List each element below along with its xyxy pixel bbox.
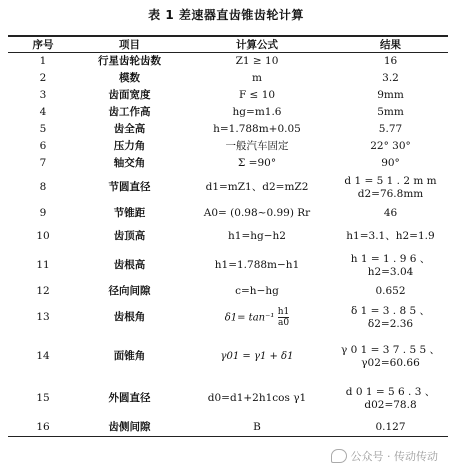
row-no: 1 <box>39 54 47 67</box>
row-result: 5mm <box>377 105 404 118</box>
table-row <box>8 53 448 70</box>
row-no: 11 <box>36 259 50 271</box>
row-no: 8 <box>39 181 47 193</box>
row-item: 节锥距 <box>113 207 146 219</box>
row-result: 22° 30° <box>370 139 411 152</box>
table-row <box>8 335 448 379</box>
table-row <box>8 224 448 250</box>
row-item: 面锥角 <box>113 350 146 362</box>
row-no: 9 <box>39 207 47 219</box>
calculation-table <box>8 35 448 437</box>
table-row <box>8 250 448 282</box>
table-row <box>8 121 448 138</box>
row-no: 12 <box>36 284 50 297</box>
table-row <box>8 70 448 87</box>
header-result: 结果 <box>380 39 401 51</box>
result-line-2: γ02=60.66 <box>361 356 420 369</box>
result-line-2: d2=76.8mm <box>357 187 424 200</box>
row-no: 15 <box>36 392 50 404</box>
table-row <box>8 282 448 301</box>
row-formula: Σ =90° <box>237 156 277 169</box>
row-result: 90° <box>381 156 400 169</box>
watermark-text: 公众号 · 传动传动 <box>350 450 438 463</box>
result-line-1: d 1 = 5 1 . 2 m m <box>344 174 437 187</box>
row-no: 5 <box>39 122 47 135</box>
formula-text: δ1= tan⁻¹ <box>224 312 275 324</box>
row-item: 齿面宽度 <box>108 88 151 101</box>
row-no: 10 <box>36 230 50 242</box>
row-no: 16 <box>36 420 50 433</box>
row-item: 齿侧间隙 <box>108 420 151 433</box>
row-no: 13 <box>36 311 50 323</box>
row-formula: h1=hg−h2 <box>228 230 286 242</box>
table-row <box>8 204 448 224</box>
row-result <box>333 250 448 282</box>
row-item: 齿顶高 <box>113 230 146 242</box>
table-row <box>8 87 448 104</box>
row-no: 14 <box>36 350 50 362</box>
row-item: 行星齿轮齿数 <box>98 54 161 67</box>
row-no: 6 <box>39 139 47 152</box>
table-row <box>8 301 448 335</box>
row-item: 径向间隙 <box>108 284 151 297</box>
row-result <box>333 172 448 204</box>
table-row <box>8 379 448 419</box>
row-formula: m <box>252 71 262 84</box>
row-formula: Z1 ≥ 10 <box>235 54 279 67</box>
row-result: 46 <box>383 207 398 219</box>
result-line-1: d 0 1 = 5 6 . 3 、 <box>345 385 436 398</box>
row-item: 模数 <box>119 71 140 84</box>
row-result: 0.127 <box>375 420 406 433</box>
table-row <box>8 138 448 155</box>
row-item: 齿根高 <box>113 259 146 271</box>
row-no: 4 <box>39 105 47 118</box>
fraction <box>278 307 290 328</box>
row-item: 齿工作高 <box>108 105 151 118</box>
row-result: 9mm <box>377 88 404 101</box>
row-result: 0.652 <box>375 284 406 297</box>
watermark <box>331 448 439 464</box>
row-item: 轴交角 <box>113 156 146 169</box>
row-formula <box>181 301 333 335</box>
row-no: 7 <box>39 156 47 169</box>
row-formula: d1=mZ1、d2=mZ2 <box>205 181 309 193</box>
row-formula: A0= (0.98~0.99) Rr <box>203 207 311 219</box>
row-formula: h1=1.788m−h1 <box>214 259 300 271</box>
row-result: 5.77 <box>378 122 403 135</box>
row-result <box>333 301 448 335</box>
row-item: 齿全高 <box>113 122 146 135</box>
fraction-numerator: h1 <box>277 307 290 317</box>
header-item: 项目 <box>119 39 140 51</box>
result-line-2: δ2=2.36 <box>367 317 414 330</box>
row-formula: hg=m1.6 <box>232 105 282 118</box>
row-formula: 一般汽车固定 <box>225 139 289 152</box>
row-result: h1=3.1、h2=1.9 <box>346 230 435 242</box>
row-result <box>333 335 448 379</box>
chat-bubble-icon <box>331 449 347 463</box>
header-no: 序号 <box>32 39 54 51</box>
fraction-denominator: a0 <box>277 318 290 328</box>
table-row <box>8 172 448 204</box>
row-formula: c=h−hg <box>235 284 279 297</box>
result-line-1: h 1 = 1 . 9 6 、 <box>350 252 431 265</box>
row-item: 齿根角 <box>113 311 146 323</box>
row-result <box>333 379 448 419</box>
table-row <box>8 104 448 121</box>
row-item: 节圆直径 <box>108 181 151 193</box>
result-line-2: d02=78.8 <box>364 398 417 411</box>
row-no: 3 <box>39 88 47 101</box>
table-header-row <box>8 36 448 53</box>
row-formula: h=1.788m+0.05 <box>213 122 301 135</box>
result-line-1: γ 0 1 = 3 7 . 5 5 、 <box>340 343 441 356</box>
row-formula: d0=d1+2h1cos γ1 <box>207 392 307 404</box>
row-result: 3.2 <box>382 71 399 84</box>
table-row <box>8 419 448 437</box>
row-formula: γ01 = γ1 + δ1 <box>220 351 294 362</box>
result-line-1: δ 1 = 3 . 8 5 、 <box>350 304 431 317</box>
row-formula: B <box>253 420 261 433</box>
row-formula: F ≤ 10 <box>238 88 276 101</box>
table-title: 表 1 差速器直齿锥齿轮计算 <box>148 8 304 22</box>
table-row <box>8 155 448 172</box>
row-item: 压力角 <box>113 139 146 152</box>
row-no: 2 <box>39 71 47 84</box>
row-item: 外圆直径 <box>108 392 151 404</box>
header-formula: 计算公式 <box>236 39 278 51</box>
result-line-2: h2=3.04 <box>367 265 414 278</box>
row-result: 16 <box>383 54 398 67</box>
